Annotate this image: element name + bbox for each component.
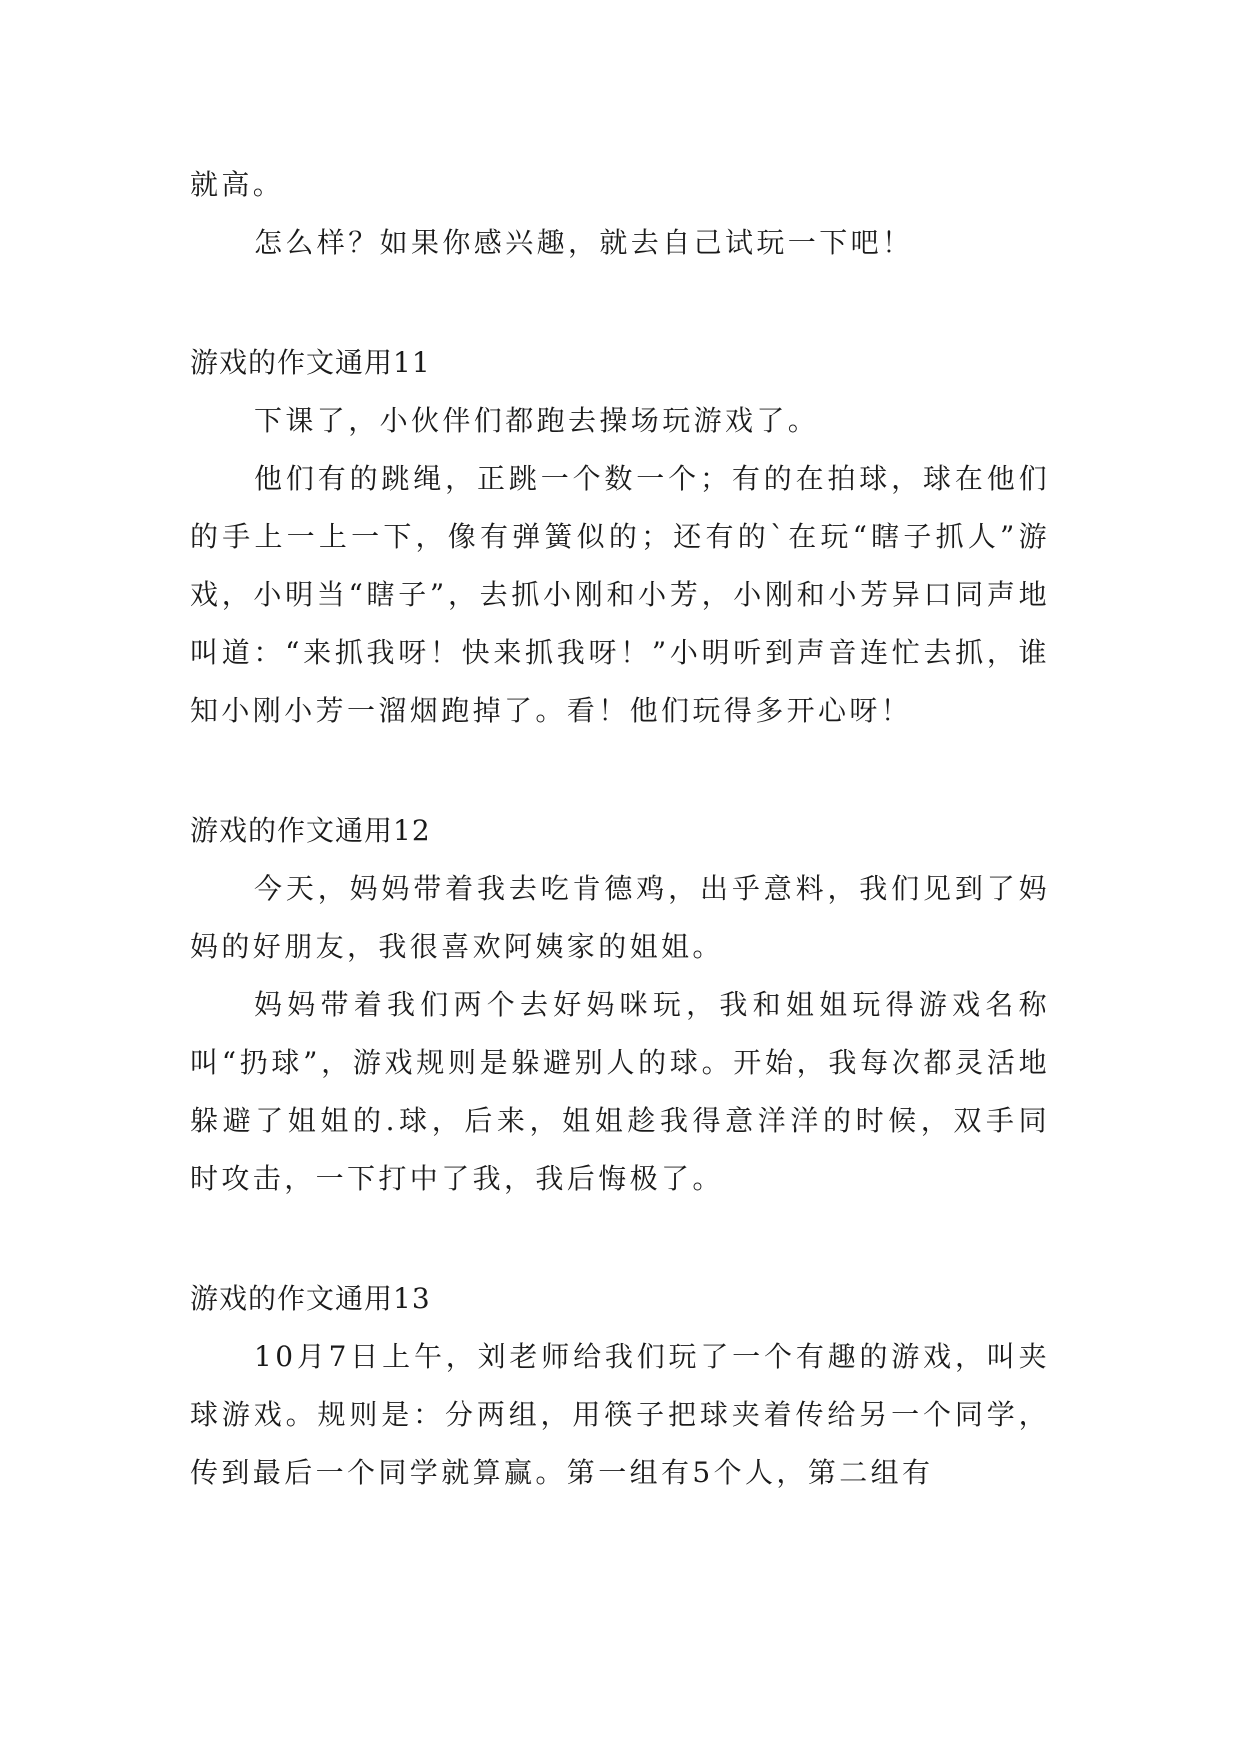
section-heading-12: 游戏的作文通用12	[190, 814, 431, 847]
section-heading-11: 游戏的作文通用11	[190, 346, 431, 379]
section-gap	[190, 1208, 1050, 1270]
section-heading-13: 游戏的作文通用13	[190, 1282, 431, 1315]
intro-paragraph: 怎么样？如果你感兴趣，就去自己试玩一下吧！	[254, 226, 914, 259]
section-11-paragraph-2: 他们有的跳绳，正跳一个数一个；有的在拍球，球在他们的手上一上一下，像有弹簧似的；还有的`在玩“瞎子抓人”游戏，小明当“瞎子”，去抓小刚和小芳，小刚和小芳异口同声地叫道：“来抓我呀！快来抓我呀！”小明听到声音连忙去抓，谁知小刚小芳一溜烟跑掉了。看！他们玩得多开心呀！	[190, 462, 1050, 727]
section-11-paragraph-1: 下课了，小伙伴们都跑去操场玩游戏了。	[254, 404, 820, 437]
section-12-paragraph-2: 妈妈带着我们两个去好妈咪玩，我和姐姐玩得游戏名称叫“扔球”，游戏规则是躲避别人的球。开始，我每次都灵活地躲避了姐姐的.球，后来，姐姐趁我得意洋洋的时候，双手同时攻击，一下打中了我，我后悔极了。	[190, 988, 1050, 1195]
section-gap	[190, 272, 1050, 334]
section-13-paragraph-1: 10月7日上午，刘老师给我们玩了一个有趣的游戏，叫夹球游戏。规则是：分两组，用筷子把球夹着传给另一个同学，传到最后一个同学就算赢。第一组有5个人，第二组有	[190, 1340, 1050, 1489]
section-gap	[190, 740, 1050, 802]
document-page	[190, 156, 1050, 1502]
intro-tail-text: 就高。	[190, 168, 285, 201]
section-12-paragraph-1: 今天，妈妈带着我去吃肯德鸡，出乎意料，我们见到了妈妈的好朋友，我很喜欢阿姨家的姐姐。	[190, 872, 1050, 963]
